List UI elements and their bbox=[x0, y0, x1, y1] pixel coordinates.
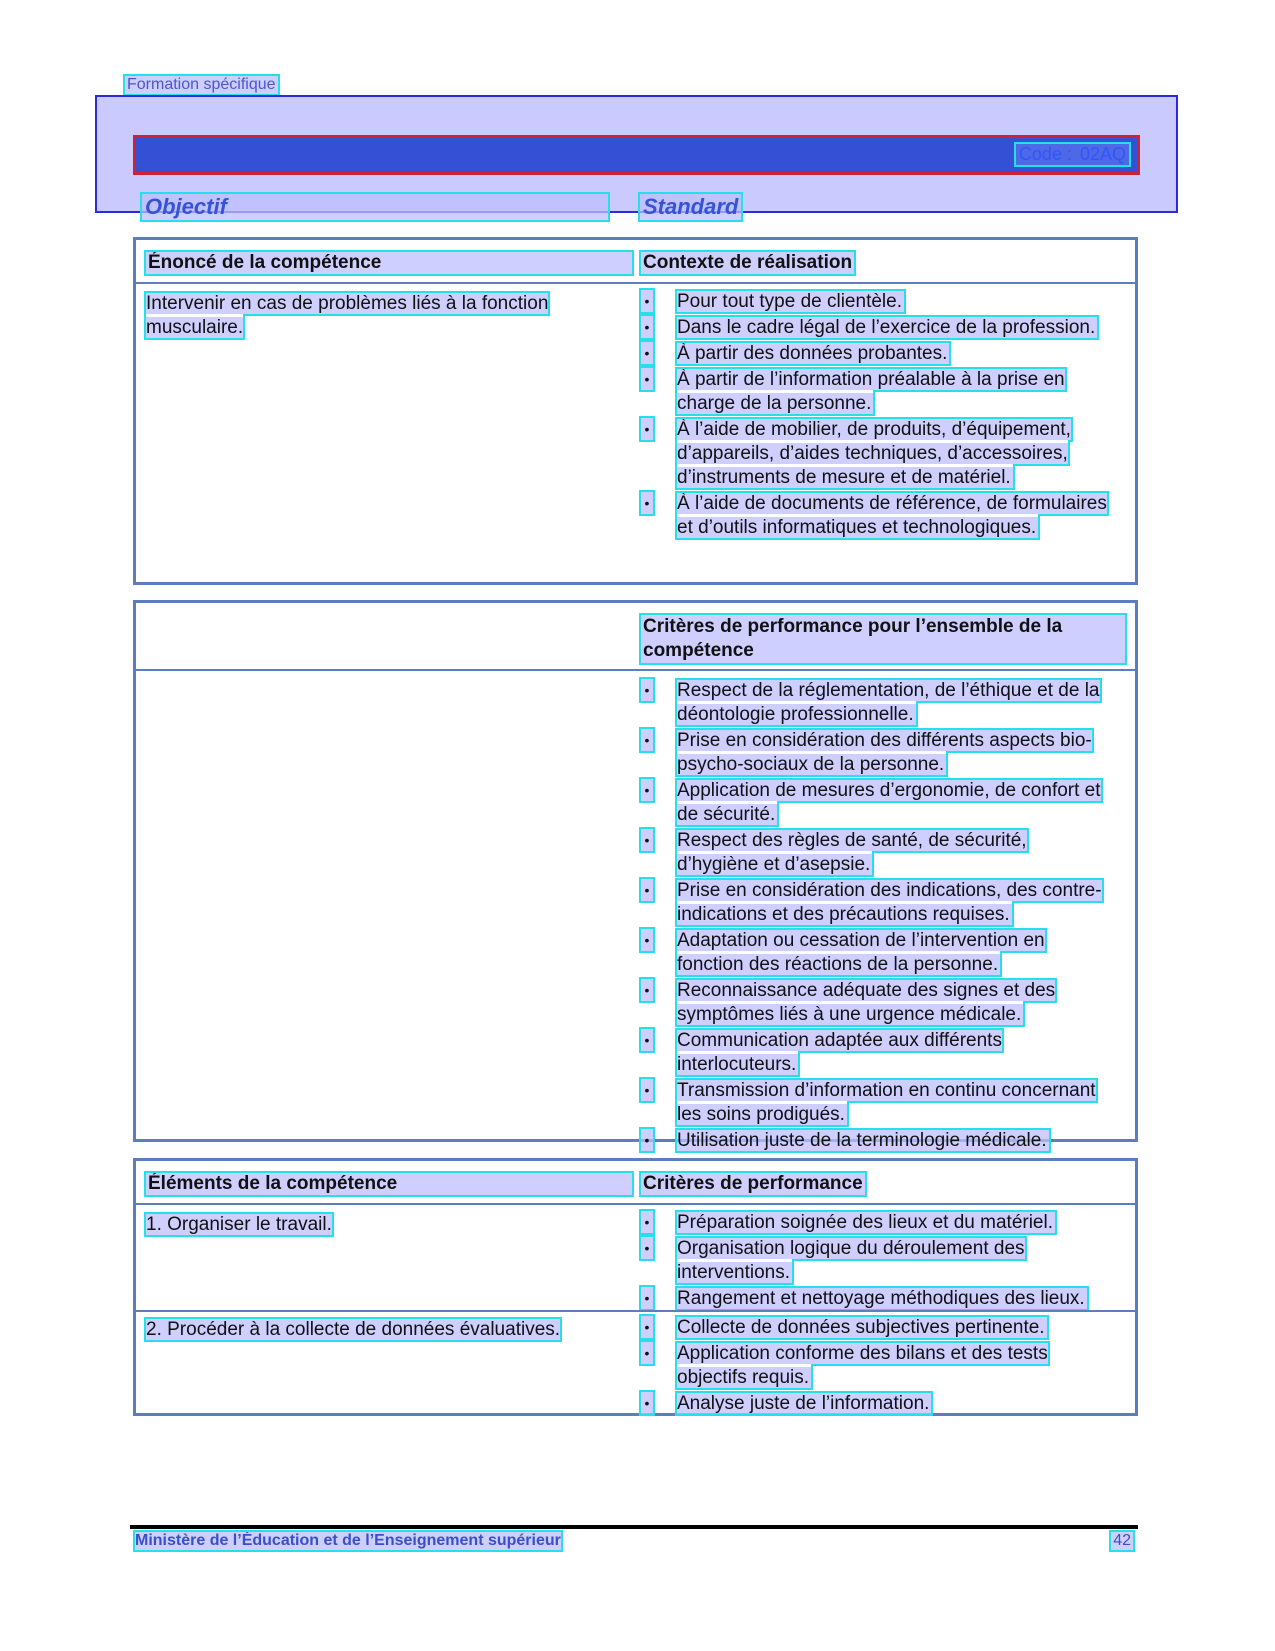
list-item bbox=[641, 779, 1111, 827]
list-item-text: Adaptation ou cessation de l’intervention en fonction des réactions de la personne. bbox=[677, 930, 1045, 975]
bullet-icon: • bbox=[641, 1237, 653, 1259]
bullet-icon: • bbox=[641, 290, 653, 312]
row-separator bbox=[136, 1310, 1135, 1312]
page-number: 42 bbox=[1113, 1532, 1131, 1549]
list-item bbox=[641, 1237, 1111, 1285]
footer-ministry: Ministère de l’Éducation et de l’Enseignement supérieur bbox=[135, 1532, 561, 1549]
list-item-text: Reconnaissance adéquate des signes et des symptômes liés à une urgence médicale. bbox=[677, 980, 1056, 1025]
bullet-icon: • bbox=[641, 829, 653, 851]
list-item bbox=[641, 342, 1111, 366]
list-item-text: Utilisation juste de la terminologie médicale. bbox=[677, 1130, 1047, 1151]
list-item bbox=[641, 979, 1111, 1027]
context-heading: Contexte de réalisation bbox=[643, 252, 853, 273]
competence-statement: Intervenir en cas de problèmes liés à la fonction musculaire. bbox=[146, 293, 549, 338]
bullet-icon: • bbox=[641, 368, 653, 390]
bullet-icon: • bbox=[641, 492, 653, 514]
list-item-text: Communication adaptée aux différents interlocuteurs. bbox=[677, 1030, 1002, 1075]
bullet-icon: • bbox=[641, 1211, 653, 1233]
list-item-text: Pour tout type de clientèle. bbox=[677, 291, 902, 312]
column-heading-standard: Standard bbox=[640, 194, 741, 220]
bullet-icon: • bbox=[641, 1392, 653, 1414]
list-item bbox=[641, 879, 1111, 927]
elements-box bbox=[133, 1158, 1138, 1416]
element-1-criteria bbox=[641, 1211, 1111, 1313]
top-label: Formation spécifique bbox=[127, 76, 276, 93]
bullet-icon: • bbox=[641, 418, 653, 440]
list-item bbox=[641, 729, 1111, 777]
list-item bbox=[641, 368, 1111, 416]
list-item-text: À l’aide de mobilier, de produits, d’équipement, d’appareils, d’aides techniques, d’accessoires, d’instruments de mesure et de matériel. bbox=[677, 419, 1071, 488]
criteria-overall-box bbox=[133, 600, 1138, 1151]
list-item-text: Dans le cadre légal de l’exercice de la profession. bbox=[677, 317, 1096, 338]
list-item-text: Application de mesures d’ergonomie, de confort et de sécurité. bbox=[677, 780, 1101, 825]
list-item-text: Analyse juste de l’information. bbox=[677, 1393, 930, 1414]
element-2-criteria bbox=[641, 1316, 1111, 1418]
list-item-text: Organisation logique du déroulement des interventions. bbox=[677, 1238, 1025, 1283]
list-item-text: À l’aide de documents de référence, de formulaires et d’outils informatiques et technologiques. bbox=[677, 493, 1107, 538]
competence-box bbox=[133, 237, 1138, 585]
context-list bbox=[641, 290, 1111, 542]
list-item-text: Respect de la réglementation, de l’éthique et de la déontologie professionnelle. bbox=[677, 680, 1100, 725]
list-item-text: À partir des données probantes. bbox=[677, 343, 948, 364]
bullet-icon: • bbox=[641, 316, 653, 338]
list-item-text: À partir de l’information préalable à la prise en charge de la personne. bbox=[677, 369, 1065, 414]
list-item bbox=[641, 492, 1111, 540]
bullet-icon: • bbox=[641, 679, 653, 701]
list-item-text: Préparation soignée des lieux et du matériel. bbox=[677, 1212, 1054, 1233]
bullet-icon: • bbox=[641, 342, 653, 364]
bullet-icon: • bbox=[641, 1129, 653, 1151]
performance-criteria-heading: Critères de performance bbox=[643, 1173, 863, 1194]
list-item-text: Rangement et nettoyage méthodiques des lieux. bbox=[677, 1288, 1085, 1309]
list-item-text: Application conforme des bilans et des tests objectifs requis. bbox=[677, 1343, 1048, 1388]
program-code bbox=[1016, 144, 1129, 165]
code-bar bbox=[133, 135, 1140, 175]
list-item bbox=[641, 1392, 1111, 1416]
criteria-overall-list bbox=[641, 679, 1111, 1155]
criteria-overall-heading: Critères de performance pour l’ensemble de la compétence bbox=[641, 615, 1125, 663]
list-item bbox=[641, 1316, 1111, 1340]
list-item-text: Respect des règles de santé, de sécurité, d’hygiène et d’asepsie. bbox=[677, 830, 1027, 875]
footer-rule bbox=[130, 1525, 1138, 1529]
element-1-label: 1. Organiser le travail. bbox=[146, 1214, 332, 1235]
list-item bbox=[641, 1079, 1111, 1127]
elements-heading: Éléments de la compétence bbox=[146, 1173, 632, 1195]
bullet-icon: • bbox=[641, 1079, 653, 1101]
list-item bbox=[641, 316, 1111, 340]
list-item bbox=[641, 1029, 1111, 1077]
bullet-icon: • bbox=[641, 929, 653, 951]
bullet-icon: • bbox=[641, 1316, 653, 1338]
list-item bbox=[641, 1287, 1111, 1311]
list-item bbox=[641, 679, 1111, 727]
bullet-icon: • bbox=[641, 729, 653, 751]
list-item bbox=[641, 929, 1111, 977]
list-item bbox=[641, 1211, 1111, 1235]
list-item bbox=[641, 1129, 1111, 1153]
bullet-icon: • bbox=[641, 1029, 653, 1051]
bullet-icon: • bbox=[641, 779, 653, 801]
list-item bbox=[641, 290, 1111, 314]
column-heading-objectif: Objectif bbox=[142, 194, 608, 220]
element-2-label: 2. Procéder à la collecte de données évaluatives. bbox=[146, 1319, 561, 1340]
bullet-icon: • bbox=[641, 879, 653, 901]
bullet-icon: • bbox=[641, 1287, 653, 1309]
list-item-text: Collecte de données subjectives pertinente. bbox=[677, 1317, 1045, 1338]
list-item-text: Transmission d’information en continu concernant les soins prodigués. bbox=[677, 1080, 1096, 1125]
list-item-text: Prise en considération des différents aspects bio-psycho-sociaux de la personne. bbox=[677, 730, 1092, 775]
list-item bbox=[641, 1342, 1111, 1390]
list-item bbox=[641, 418, 1111, 490]
list-item bbox=[641, 829, 1111, 877]
code-label: Code : bbox=[1018, 144, 1072, 164]
competence-statement-heading: Énoncé de la compétence bbox=[146, 252, 632, 274]
list-item-text: Prise en considération des indications, des contre-indications et des précautions requises. bbox=[677, 880, 1102, 925]
bullet-icon: • bbox=[641, 979, 653, 1001]
bullet-icon: • bbox=[641, 1342, 653, 1364]
code-value: 02AQ bbox=[1079, 144, 1126, 164]
